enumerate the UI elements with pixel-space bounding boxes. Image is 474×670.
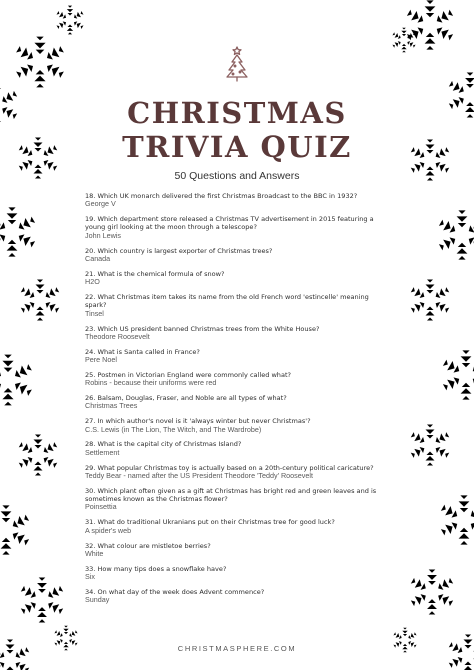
- answer-text: Tinsel: [85, 308, 104, 318]
- question-list: [85, 192, 389, 611]
- question-text: 29. What popular Christmas toy is actually based on a 20th-century political caricature?: [85, 463, 374, 472]
- answer-text: Teddy Bear - named after the US President Theodore 'Teddy' Roosevelt: [85, 470, 313, 480]
- answer-text: Canada: [85, 253, 111, 263]
- question-text: 32. What colour are mistletoe berries?: [85, 541, 211, 550]
- question-text: 30. Which plant often given as a gift at Christmas has bright red and green leaves and is sometimes known as the Christmas flower?: [85, 486, 377, 504]
- question-text: 27. In which author's novel is it 'always winter but never Christmas'?: [85, 417, 311, 426]
- list-item: [85, 215, 389, 240]
- list-item: [85, 270, 389, 287]
- list-item: [85, 293, 389, 318]
- answer-text: Christmas Trees: [85, 401, 138, 411]
- list-item: [85, 348, 389, 365]
- list-item: [85, 325, 389, 342]
- page-subtitle: 50 Questions and Answers: [174, 170, 300, 182]
- answer-text: Sunday: [85, 595, 110, 605]
- question-text: 31. What do traditional Ukranians put on their Christmas tree for good luck?: [85, 518, 335, 527]
- answer-text: Robins - because their uniforms were red: [85, 378, 217, 388]
- list-item: [85, 371, 389, 388]
- answer-text: Pere Noel: [85, 355, 117, 365]
- list-item: [85, 518, 389, 535]
- question-text: 19. Which department store released a Christmas TV advertisement in 2015 featuring a young girl looking at the moon through a telescope?: [85, 215, 374, 232]
- question-text: 20. Which country is largest exporter of Christmas trees?: [85, 246, 273, 255]
- page-title-line1: CHRISTMAS: [127, 96, 347, 130]
- list-item: [85, 192, 389, 209]
- question-text: 22. What Christmas item takes its name from the old French word 'estincelle' meaning spark?: [85, 293, 369, 310]
- answer-text: George V: [85, 199, 116, 209]
- question-text: 26. Balsam, Douglas, Fraser, and Noble are all types of what?: [85, 394, 287, 403]
- question-text: 18. Which UK monarch delivered the first Christmas Broadcast to the BBC in 1932?: [85, 192, 358, 200]
- page-title-line2: TRIVIA QUIZ: [122, 130, 352, 164]
- answer-text: C.S. Lewis (in The Lion, The Witch, and The Wardrobe): [85, 424, 262, 434]
- question-text: 21. What is the chemical formula of snow?: [85, 269, 225, 278]
- answer-text: Poinsettia: [85, 502, 117, 512]
- answer-text: Settlement: [85, 447, 120, 457]
- answer-text: A spider's web: [85, 525, 132, 535]
- list-item: [85, 487, 389, 512]
- answer-text: H2O: [85, 277, 100, 287]
- question-text: 28. What is the capital city of Christmas Island?: [85, 440, 242, 449]
- list-item: [85, 440, 389, 457]
- question-text: 23. Which US president banned Christmas trees from the White House?: [85, 324, 320, 333]
- footer-url: CHRISTMASPHERE.COM: [177, 644, 297, 653]
- list-item: [85, 417, 389, 434]
- question-text: 33. How many tips does a snowflake have?: [85, 564, 227, 573]
- answer-text: Theodore Roosevelt: [85, 331, 150, 341]
- question-text: 25. Postmen in Victorian England were commonly called what?: [85, 370, 292, 379]
- question-text: 34. On what day of the week does Advent commence?: [85, 587, 265, 596]
- list-item: [85, 247, 389, 264]
- list-item: [85, 588, 389, 605]
- christmas-tree-icon: [226, 46, 248, 82]
- answer-text: White: [85, 548, 104, 558]
- list-item: [85, 464, 389, 481]
- question-text: 24. What is Santa called in France?: [85, 347, 200, 356]
- list-item: [85, 394, 389, 411]
- answer-text: John Lewis: [85, 230, 121, 240]
- answer-text: Six: [85, 572, 95, 581]
- list-item: [85, 565, 389, 582]
- list-item: [85, 542, 389, 559]
